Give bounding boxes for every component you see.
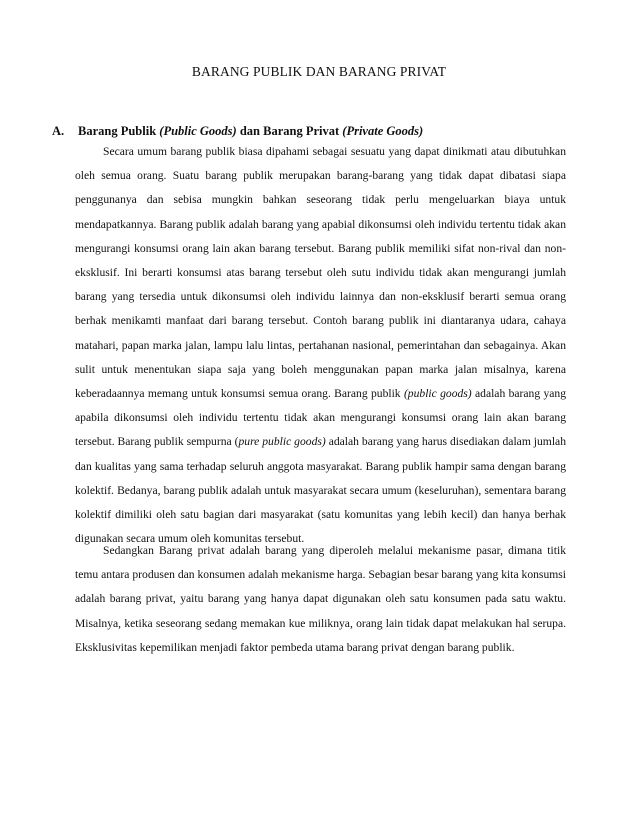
paragraph-1-italic-2: pure public goods) <box>238 435 326 449</box>
paragraph-1-italic-1: (public goods) <box>403 387 472 401</box>
paragraph-1-part-1: Secara umum barang publik biasa dipahami sebagai sesuatu yang dapat dinikmati atau dibutuhkan oleh semua orang. Suatu barang publik merupakan barang-barang yang tidak dapat dibatasi siapa penggunanya dan sebisa mungkin bahkan seseorang tidak perlu mengeluarkan biaya untuk mendapatkannya. Barang publik adalah barang yang apabial dikonsumsi oleh individu tertentu tidak akan mengurangi konsumsi orang lain akan barang tersebut. Barang publik memiliki sifat non-rival dan non-eksklusif. Ini berarti konsumsi atas barang tersebut oleh sutu individu tidak akan mengurangi jumlah barang yang tersedia untuk dikonsumsi oleh individu lainnya dan non-eksklusif berarti semua orang berhak menikamti manfaat dari barang tersebut. Contoh barang publik ini diantaranya udara, cahaya matahari, papan marka jalan, lampu lalu lintas, pertahanan nasional, pemerintahan dan sebagainya. Akan sulit untuk menentukan siapa saja yang boleh menggunakan papan marka jalan misalnya, karena keberadaannya memang untuk konsumsi semua orang. Barang publik <box>75 145 566 401</box>
page-title: BARANG PUBLIK DAN BARANG PRIVAT <box>191 64 447 79</box>
paragraph-1-part-3: adalah barang yang harus disediakan dalam jumlah dan kualitas yang sama terhadap seluruh anggota masyarakat. Barang publik hampir sama dengan barang kolektif. Bedanya, barang publik adalah untuk masyarakat secara umum (keseluruhan), sementara barang kolektif dimiliki oleh satu bagian dari masyarakat (satu komunitas yang lebih kecil) dan hanya berhak digunakan secara umum oleh komunitas tersebut. <box>75 435 566 546</box>
section-heading-text-1: Barang Publik <box>78 124 160 138</box>
paragraph-public-goods <box>75 140 566 551</box>
paragraph-private-goods: Sedangkan Barang privat adalah barang yang diperoleh melalui mekanisme pasar, dimana titik temu antara produsen dan konsumen adalah mekanisme harga. Sebagian besar barang yang kita konsumsi adalah barang privat, yaitu barang yang hanya dapat digunakan oleh satu konsumen pada satu waktu. Misalnya, ketika seseorang sedang memakan kue miliknya, orang lain tidak dapat melakukan hal serupa. Eksklusivitas kepemilikan menjadi faktor pembeda utama barang privat dengan barang publik. <box>75 544 566 654</box>
section-heading <box>52 124 423 139</box>
section-heading-italic-2: (Private Goods) <box>342 124 424 138</box>
section-number: A. <box>52 124 65 138</box>
section-heading-text-2: dan Barang Privat <box>236 124 343 138</box>
paragraph-1-part-2: adalah barang yang apabila dikonsumsi oleh individu tertentu tidak akan mengurangi konsumsi orang lain akan barang tersebut. Barang publik sempurna ( <box>75 387 566 449</box>
section-heading-italic-1: (Public Goods) <box>159 124 237 138</box>
